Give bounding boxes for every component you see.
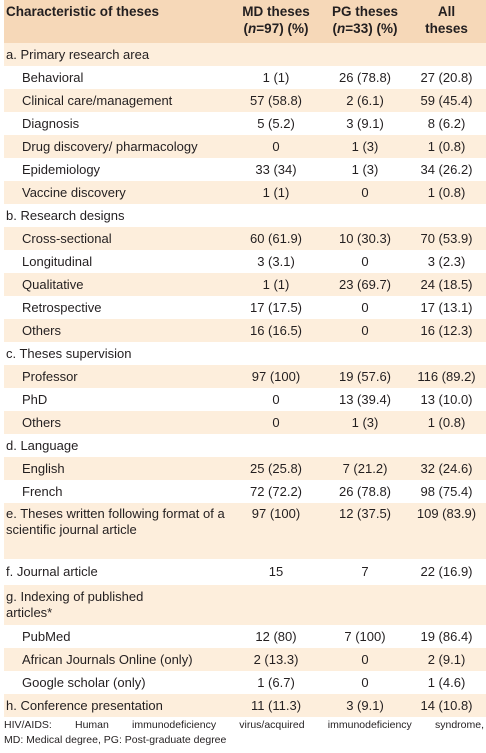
cell-all: 98 (75.4)	[420, 483, 473, 499]
table-row	[4, 648, 486, 671]
row-label: Professor	[22, 368, 78, 384]
table-row	[4, 273, 486, 296]
cell-pg: 19 (57.6)	[338, 368, 392, 384]
table-row	[4, 559, 486, 585]
cell-md: 0	[272, 138, 280, 154]
cell-pg: 0	[361, 322, 369, 338]
table-row	[4, 365, 486, 388]
cell-pg: 7	[361, 564, 369, 579]
cell-all: 14 (10.8)	[420, 697, 473, 713]
cell-all: 19 (86.4)	[420, 628, 473, 644]
row-label: African Journals Online (only)	[22, 651, 193, 667]
cell-pg: 26 (78.8)	[338, 69, 392, 85]
row-label: Qualitative	[22, 276, 84, 292]
table-row	[4, 411, 486, 434]
row-label: Google scholar (only)	[22, 674, 146, 690]
cell-md: 72 (72.2)	[249, 483, 303, 499]
footnote-line-2: MD: Medical degree, PG: Post-graduate degree	[4, 734, 227, 746]
cell-md: 25 (25.8)	[249, 460, 303, 476]
cell-pg: 10 (30.3)	[338, 230, 392, 246]
table-row	[4, 227, 486, 250]
cell-md: 33 (34)	[255, 161, 297, 177]
cell-pg: 3 (9.1)	[346, 697, 384, 713]
cell-all: 24 (18.5)	[420, 276, 473, 292]
row-label: Vaccine discovery	[22, 184, 126, 200]
table-row	[4, 388, 486, 411]
row-label: Others	[22, 322, 62, 338]
cell-pg: 12 (37.5)	[338, 506, 392, 521]
cell-md: 97 (100)	[251, 368, 301, 384]
cell-md: 0	[272, 414, 280, 430]
row-label: PubMed	[22, 628, 71, 644]
cell-md: 1 (1)	[262, 276, 290, 292]
row-label: Epidemiology	[22, 161, 101, 177]
row-label: English	[22, 460, 65, 476]
table-row	[4, 625, 486, 648]
row-label: Longitudinal	[22, 253, 93, 269]
row-label: Others	[22, 414, 62, 430]
cell-pg: 1 (3)	[351, 161, 379, 177]
cell-pg: 0	[361, 299, 369, 315]
row-label: Cross-sectional	[22, 230, 112, 246]
cell-md: 3 (3.1)	[257, 253, 295, 269]
section-heading: c. Theses supervision	[6, 345, 132, 361]
cell-md: 0	[272, 391, 280, 407]
cell-md: 97 (100)	[251, 506, 301, 521]
cell-all: 27 (20.8)	[420, 69, 473, 85]
cell-md: 16 (16.5)	[249, 322, 303, 338]
header-md-theses: MD theses (n=97) (%)	[242, 4, 310, 36]
cell-all: 34 (26.2)	[420, 161, 473, 177]
cell-pg: 23 (69.7)	[338, 276, 392, 292]
cell-pg: 7 (100)	[344, 628, 386, 644]
cell-pg: 1 (3)	[351, 138, 379, 154]
table-row	[4, 112, 486, 135]
cell-pg: 3 (9.1)	[346, 115, 384, 131]
table-row	[4, 671, 486, 694]
table-row	[4, 135, 486, 158]
row-label: Drug discovery/ pharmacology	[22, 138, 198, 154]
table-row	[4, 319, 486, 342]
row-label: Clinical care/management	[22, 92, 173, 108]
cell-all: 70 (53.9)	[420, 230, 473, 246]
table-row	[4, 694, 486, 717]
table-row	[4, 181, 486, 204]
header-all-theses: All theses	[425, 4, 468, 36]
section-heading: a. Primary research area	[6, 46, 150, 62]
row-label: Behavioral	[22, 69, 84, 85]
cell-all: 59 (45.4)	[420, 92, 473, 108]
row-label: Retrospective	[22, 299, 102, 315]
cell-md: 1 (6.7)	[257, 674, 295, 690]
section-heading	[4, 585, 486, 625]
row-label: PhD	[22, 391, 48, 407]
cell-pg: 26 (78.8)	[338, 483, 392, 499]
table-row	[4, 296, 486, 319]
cell-all: 1 (0.8)	[427, 138, 466, 154]
row-label: h. Conference presentation	[6, 697, 163, 713]
table-row	[4, 89, 486, 112]
cell-all: 13 (10.0)	[420, 391, 473, 407]
row-label: f. Journal article	[6, 564, 98, 579]
cell-pg: 2 (6.1)	[346, 92, 384, 108]
table-row	[4, 480, 486, 503]
theses-characteristics-table	[4, 0, 486, 717]
cell-md: 5 (5.2)	[257, 115, 295, 131]
footnote-line-1: HIV/AIDS: Human immunodeficiency virus/acquired immunodeficiency syndrome,	[4, 719, 484, 731]
cell-all: 17 (13.1)	[420, 299, 473, 315]
cell-all: 1 (0.8)	[427, 414, 466, 430]
cell-all: 1 (0.8)	[427, 184, 466, 200]
cell-all: 116 (89.2)	[417, 368, 476, 384]
cell-md: 17 (17.5)	[249, 299, 303, 315]
cell-pg: 13 (39.4)	[338, 391, 392, 407]
table-row	[4, 250, 486, 273]
cell-md: 11 (11.3)	[250, 697, 302, 713]
cell-md: 15	[268, 564, 284, 579]
cell-all: 16 (12.3)	[420, 322, 473, 338]
cell-all: 32 (24.6)	[420, 460, 473, 476]
header-characteristic: Characteristic of theses	[6, 4, 160, 19]
row-label: Diagnosis	[22, 115, 80, 131]
cell-pg: 0	[361, 674, 369, 690]
cell-md: 1 (1)	[262, 69, 290, 85]
cell-all: 109 (83.9)	[416, 506, 477, 521]
header-pg-theses: PG theses (n=33) (%)	[331, 4, 399, 36]
cell-pg: 0	[361, 253, 369, 269]
table-row	[4, 158, 486, 181]
cell-md: 12 (80)	[255, 628, 297, 644]
table-row	[4, 66, 486, 89]
row-label: French	[22, 483, 63, 499]
cell-md: 57 (58.8)	[249, 92, 303, 108]
cell-all: 1 (4.6)	[427, 674, 466, 690]
cell-md: 2 (13.3)	[253, 651, 299, 667]
cell-pg: 1 (3)	[351, 414, 379, 430]
cell-md: 60 (61.9)	[249, 230, 303, 246]
cell-all: 8 (6.2)	[427, 115, 466, 131]
cell-pg: 0	[361, 651, 369, 667]
section-heading-text: g. Indexing of published articles*	[6, 589, 144, 620]
cell-all: 22 (16.9)	[420, 564, 473, 579]
table-header-row	[4, 0, 486, 43]
row-label: e. Theses written following format of a scientific journal article	[6, 506, 225, 537]
table-row	[4, 503, 486, 559]
cell-all: 3 (2.3)	[427, 253, 466, 269]
cell-md: 1 (1)	[262, 184, 290, 200]
cell-pg: 0	[361, 184, 369, 200]
cell-all: 2 (9.1)	[427, 651, 466, 667]
cell-pg: 7 (21.2)	[342, 460, 388, 476]
section-heading: d. Language	[6, 437, 79, 453]
table-row	[4, 457, 486, 480]
table-footnote	[4, 718, 484, 748]
section-heading: b. Research designs	[6, 207, 125, 223]
